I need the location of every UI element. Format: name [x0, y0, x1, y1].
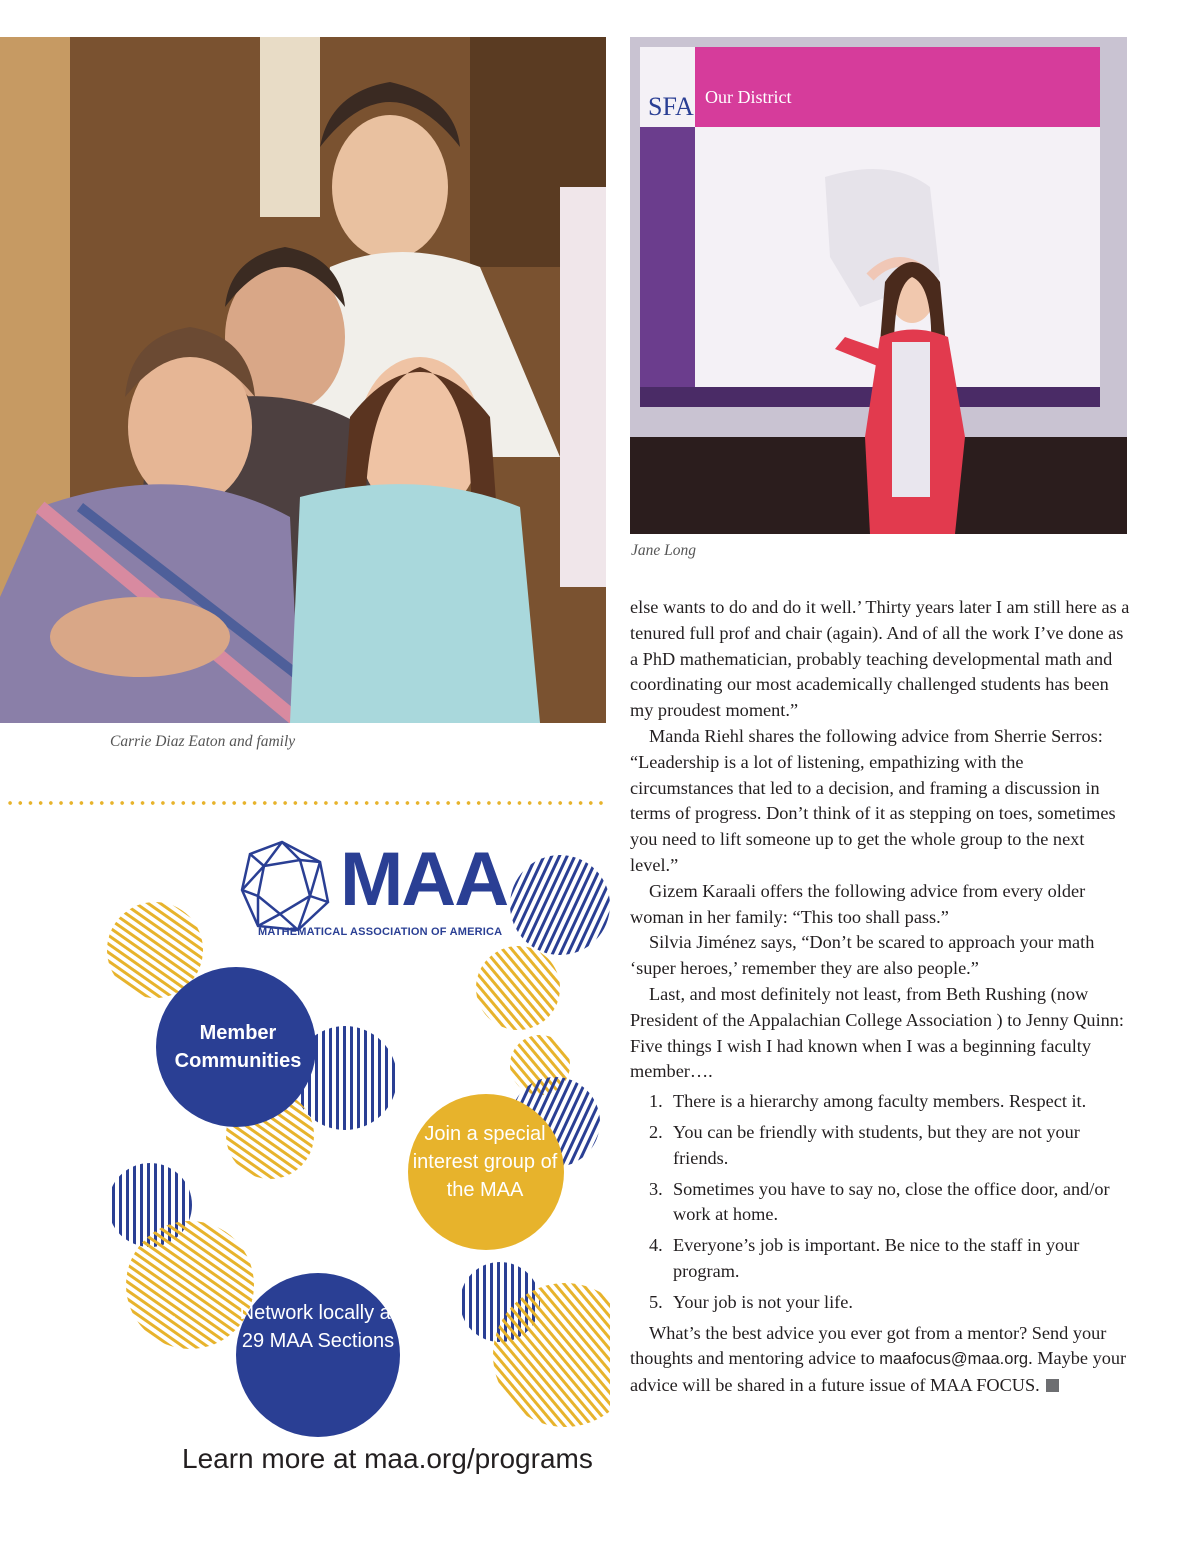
special-interest-group-label: Join a special interest group of the MAA: [412, 1123, 558, 1201]
list-item: [630, 1089, 1130, 1115]
article-body: [630, 595, 1130, 1399]
closing-paragraph: [630, 1321, 1130, 1399]
closing-text-end: . Maybe your advice will be shared in a future issue of MAA FOCUS.: [630, 1348, 1127, 1396]
maa-logo-icon: [242, 842, 328, 930]
presentation-photo: [630, 37, 1127, 534]
slide-title: Our District: [705, 87, 792, 107]
list-number: 3.: [649, 1178, 663, 1199]
closing-text: What’s the best advice you ever got from a mentor? Send your thoughts and mentoring advice to: [630, 1322, 1107, 1369]
dotted-divider: [5, 800, 607, 806]
presentation-photo-caption: Jane Long: [631, 542, 697, 559]
list-number: 5.: [649, 1291, 663, 1312]
blue-striped-circle: [510, 855, 610, 955]
article-paragraph: Last, and most definitely not least, from Beth Rushing (now President of the Appalachian College Association ) to Jenny Quinn: Five things I wish I had known when I was a beginning faculty member….: [630, 983, 1125, 1082]
gold-striped-circle: [126, 1221, 254, 1349]
list-item: [630, 1177, 1130, 1229]
list-text: Sometimes you have to say no, close the office door, and/or work at home.: [673, 1178, 1110, 1225]
slide-logo: SFA: [648, 92, 694, 121]
list-number: 1.: [649, 1091, 663, 1112]
network-sections-label: Network locally at 29 MAA Sections: [239, 1302, 397, 1352]
list-text: Your job is not your life.: [673, 1291, 853, 1312]
list-number: 2.: [649, 1121, 663, 1142]
list-text: You can be friendly with students, but they are not your friends.: [673, 1121, 1080, 1168]
list-item: [630, 1233, 1130, 1285]
article-paragraph: else wants to do and do it well.’ Thirty years later I am still here as a tenured full prof and chair (again). And of all the work I’ve done as a PhD mathematician, probably teaching developmental math and coordinating our most academically challenged students has been my proudest moment.”: [630, 597, 1130, 721]
list-number: 4.: [649, 1235, 663, 1256]
article-paragraph: Manda Riehl shares the following advice from Sherrie Serros: “Leadership is a lot of listening, empathizing with the circumstances that led to a decision, and framing a discussion in terms of progress. Don’t think of it as stepping on toes, sometimes you need to lift someone up to get the whole group to the next level.”: [630, 725, 1116, 875]
presentation-photo-illustration: [630, 37, 1127, 534]
end-mark-icon: [1046, 1379, 1059, 1392]
advice-list: [630, 1089, 1130, 1315]
maa-logo-text: MAA: [340, 837, 508, 922]
member-communities-label: Member Communities: [174, 1022, 302, 1072]
maa-advertisement: [0, 810, 610, 1500]
family-photo: [0, 37, 606, 723]
list-text: Everyone’s job is important. Be nice to the staff in your program.: [673, 1235, 1080, 1281]
article-paragraph: Gizem Karaali offers the following advice from every older woman in her family: “This too shall pass.”: [630, 880, 1086, 927]
list-text: There is a hierarchy among faculty members. Respect it.: [673, 1091, 1087, 1112]
maa-org-name: MATHEMATICAL ASSOCIATION OF AMERICA: [258, 926, 503, 938]
email-link[interactable]: maafocus@maa.org: [879, 1350, 1029, 1369]
list-item: [630, 1290, 1130, 1316]
family-photo-caption: Carrie Diaz Eaton and family: [110, 733, 296, 750]
family-photo-illustration: [0, 37, 606, 723]
gold-striped-circle: [476, 946, 560, 1030]
article-paragraph: Silvia Jiménez says, “Don’t be scared to approach your math ‘super heroes,’ remember they are also people.”: [630, 932, 1095, 979]
learn-more-link[interactable]: Learn more at maa.org/programs: [182, 1443, 593, 1474]
network-sections-circle[interactable]: [236, 1273, 400, 1437]
list-item: [630, 1120, 1130, 1172]
